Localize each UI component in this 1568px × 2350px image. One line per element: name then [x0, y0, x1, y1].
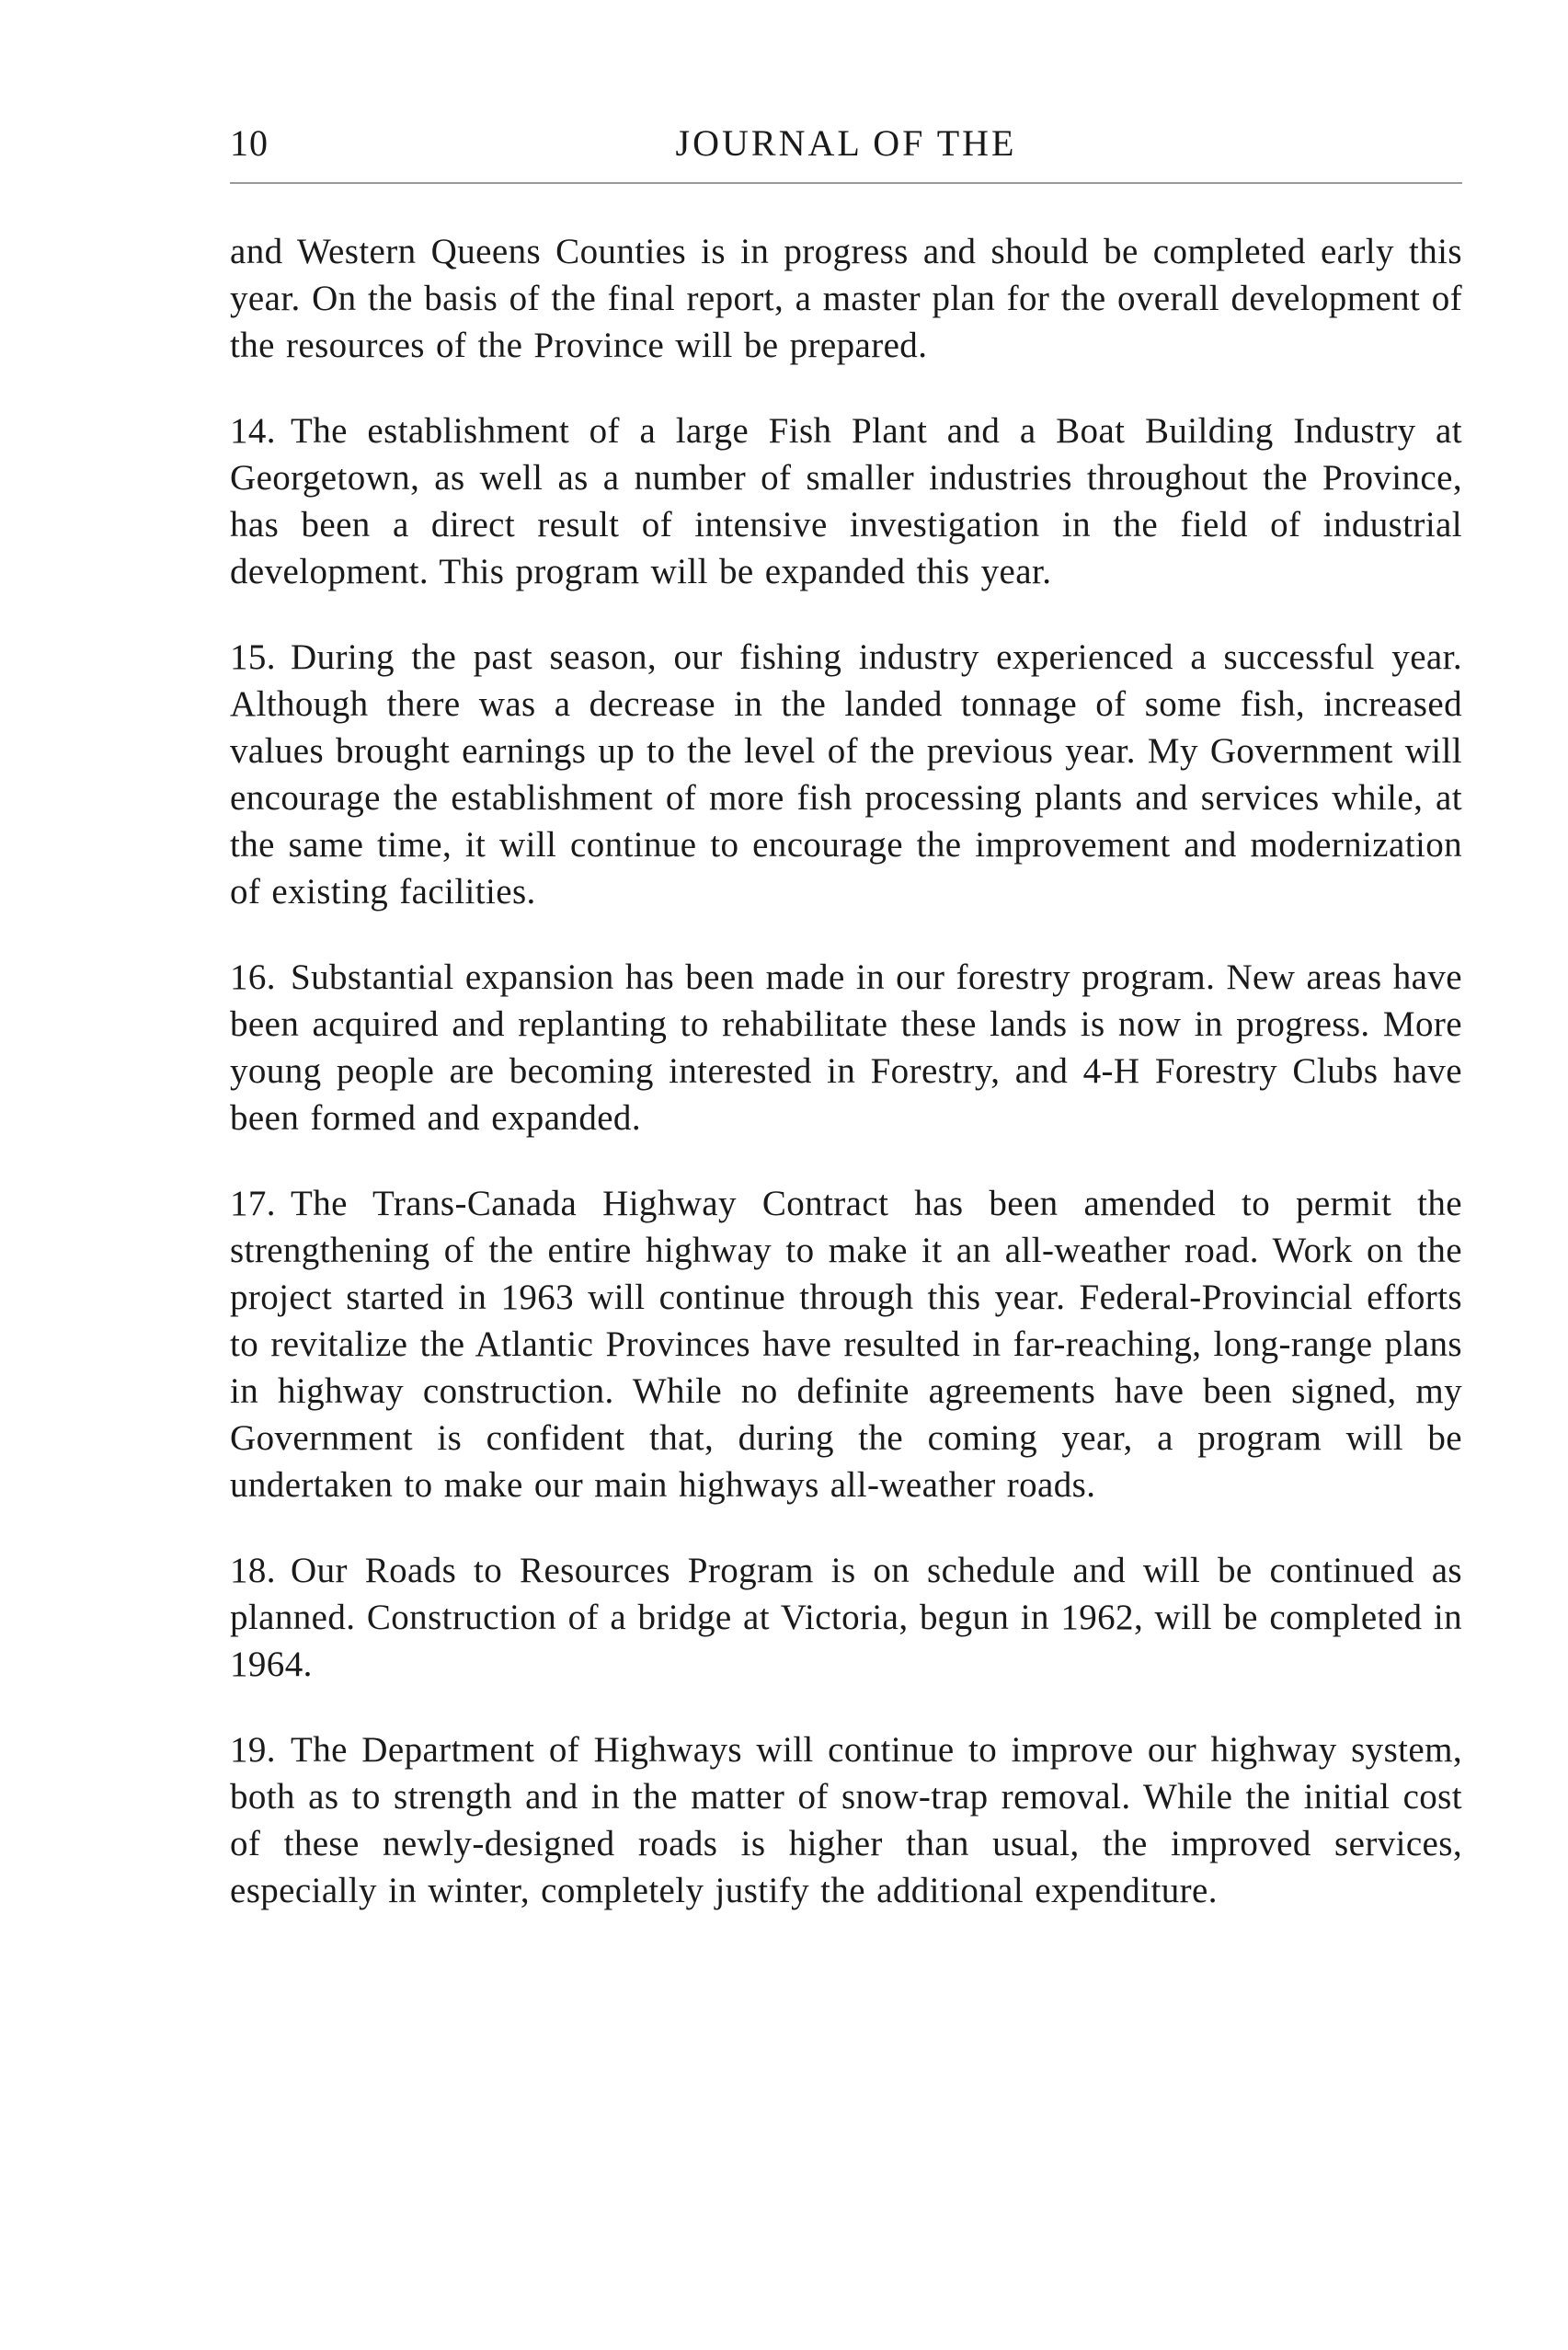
paragraph-text: Our Roads to Resources Program is on schedule and will be continued as planned. Construction of a bridge at Victoria, begun in 1962, will be completed in 1964.	[230, 1551, 1462, 1684]
running-head	[230, 118, 1462, 169]
paragraph-continued	[230, 228, 1462, 369]
page-number: 10	[230, 122, 269, 164]
paragraph-number: 16.	[230, 957, 276, 997]
paragraph-14	[230, 407, 1462, 595]
paragraph-15	[230, 634, 1462, 915]
paragraph-number: 17.	[230, 1184, 276, 1223]
paragraph-16	[230, 954, 1462, 1141]
paragraph-text: Substantial expansion has been made in our forestry program. New areas have been acquired and replanting to rehabilitate these lands is now in progress. More young people are becoming interested in Forestry, and 4-H Forestry Clubs have been formed and expanded.	[230, 957, 1462, 1138]
journal-page	[230, 0, 1462, 2350]
running-head-title: JOURNAL OF THE	[675, 122, 1017, 164]
paragraph-number: 18.	[230, 1551, 276, 1590]
paragraph-text: The establishment of a large Fish Plant and a Boat Building Industry at Georgetown, as well as a number of smaller industries throughout the Province, has been a direct result of intensive investigation in the field of industrial development. This program will be expanded this year.	[230, 411, 1462, 591]
paragraph-text: During the past season, our fishing industry experienced a successful year. Although there was a decrease in the landed tonnage of some fish, increased values brought earnings up to the level of the previous year. My Government will encourage the establishment of more fish processing plants and services while, at the same time, it will continue to encourage the improvement and modernization of existing facilities.	[230, 637, 1462, 911]
paragraph-18	[230, 1547, 1462, 1688]
paragraph-number: 14.	[230, 411, 276, 451]
paragraph-text: The Department of Highways will continue to improve our highway system, both as to strength and in the matter of snow-trap removal. While the initial cost of these newly-designed roads is higher than usual, the improved services, especially in winter, completely justify the additional expenditure.	[230, 1730, 1462, 1910]
paragraph-17	[230, 1180, 1462, 1508]
header-rule	[230, 182, 1462, 184]
paragraph-text: and Western Queens Counties is in progress and should be completed early this year. On the basis of the final report, a master plan for the overall development of the resources of the Province will be prepared.	[230, 232, 1462, 365]
paragraph-number: 19.	[230, 1730, 276, 1770]
paragraph-number: 15.	[230, 637, 276, 677]
body-text	[230, 228, 1462, 1953]
paragraph-text: The Trans-Canada Highway Contract has been amended to permit the strengthening of the entire highway to make it an all-weather road. Work on the project started in 1963 will continue through this year. Federal-Provincial efforts to revitalize the Atlantic Provinces have resulted in far-reaching, long-range plans in highway construction. While no definite agreements have been signed, my Government is confident that, during the coming year, a program will be undertaken to make our main highways all-weather roads.	[230, 1184, 1462, 1505]
paragraph-19	[230, 1726, 1462, 1914]
